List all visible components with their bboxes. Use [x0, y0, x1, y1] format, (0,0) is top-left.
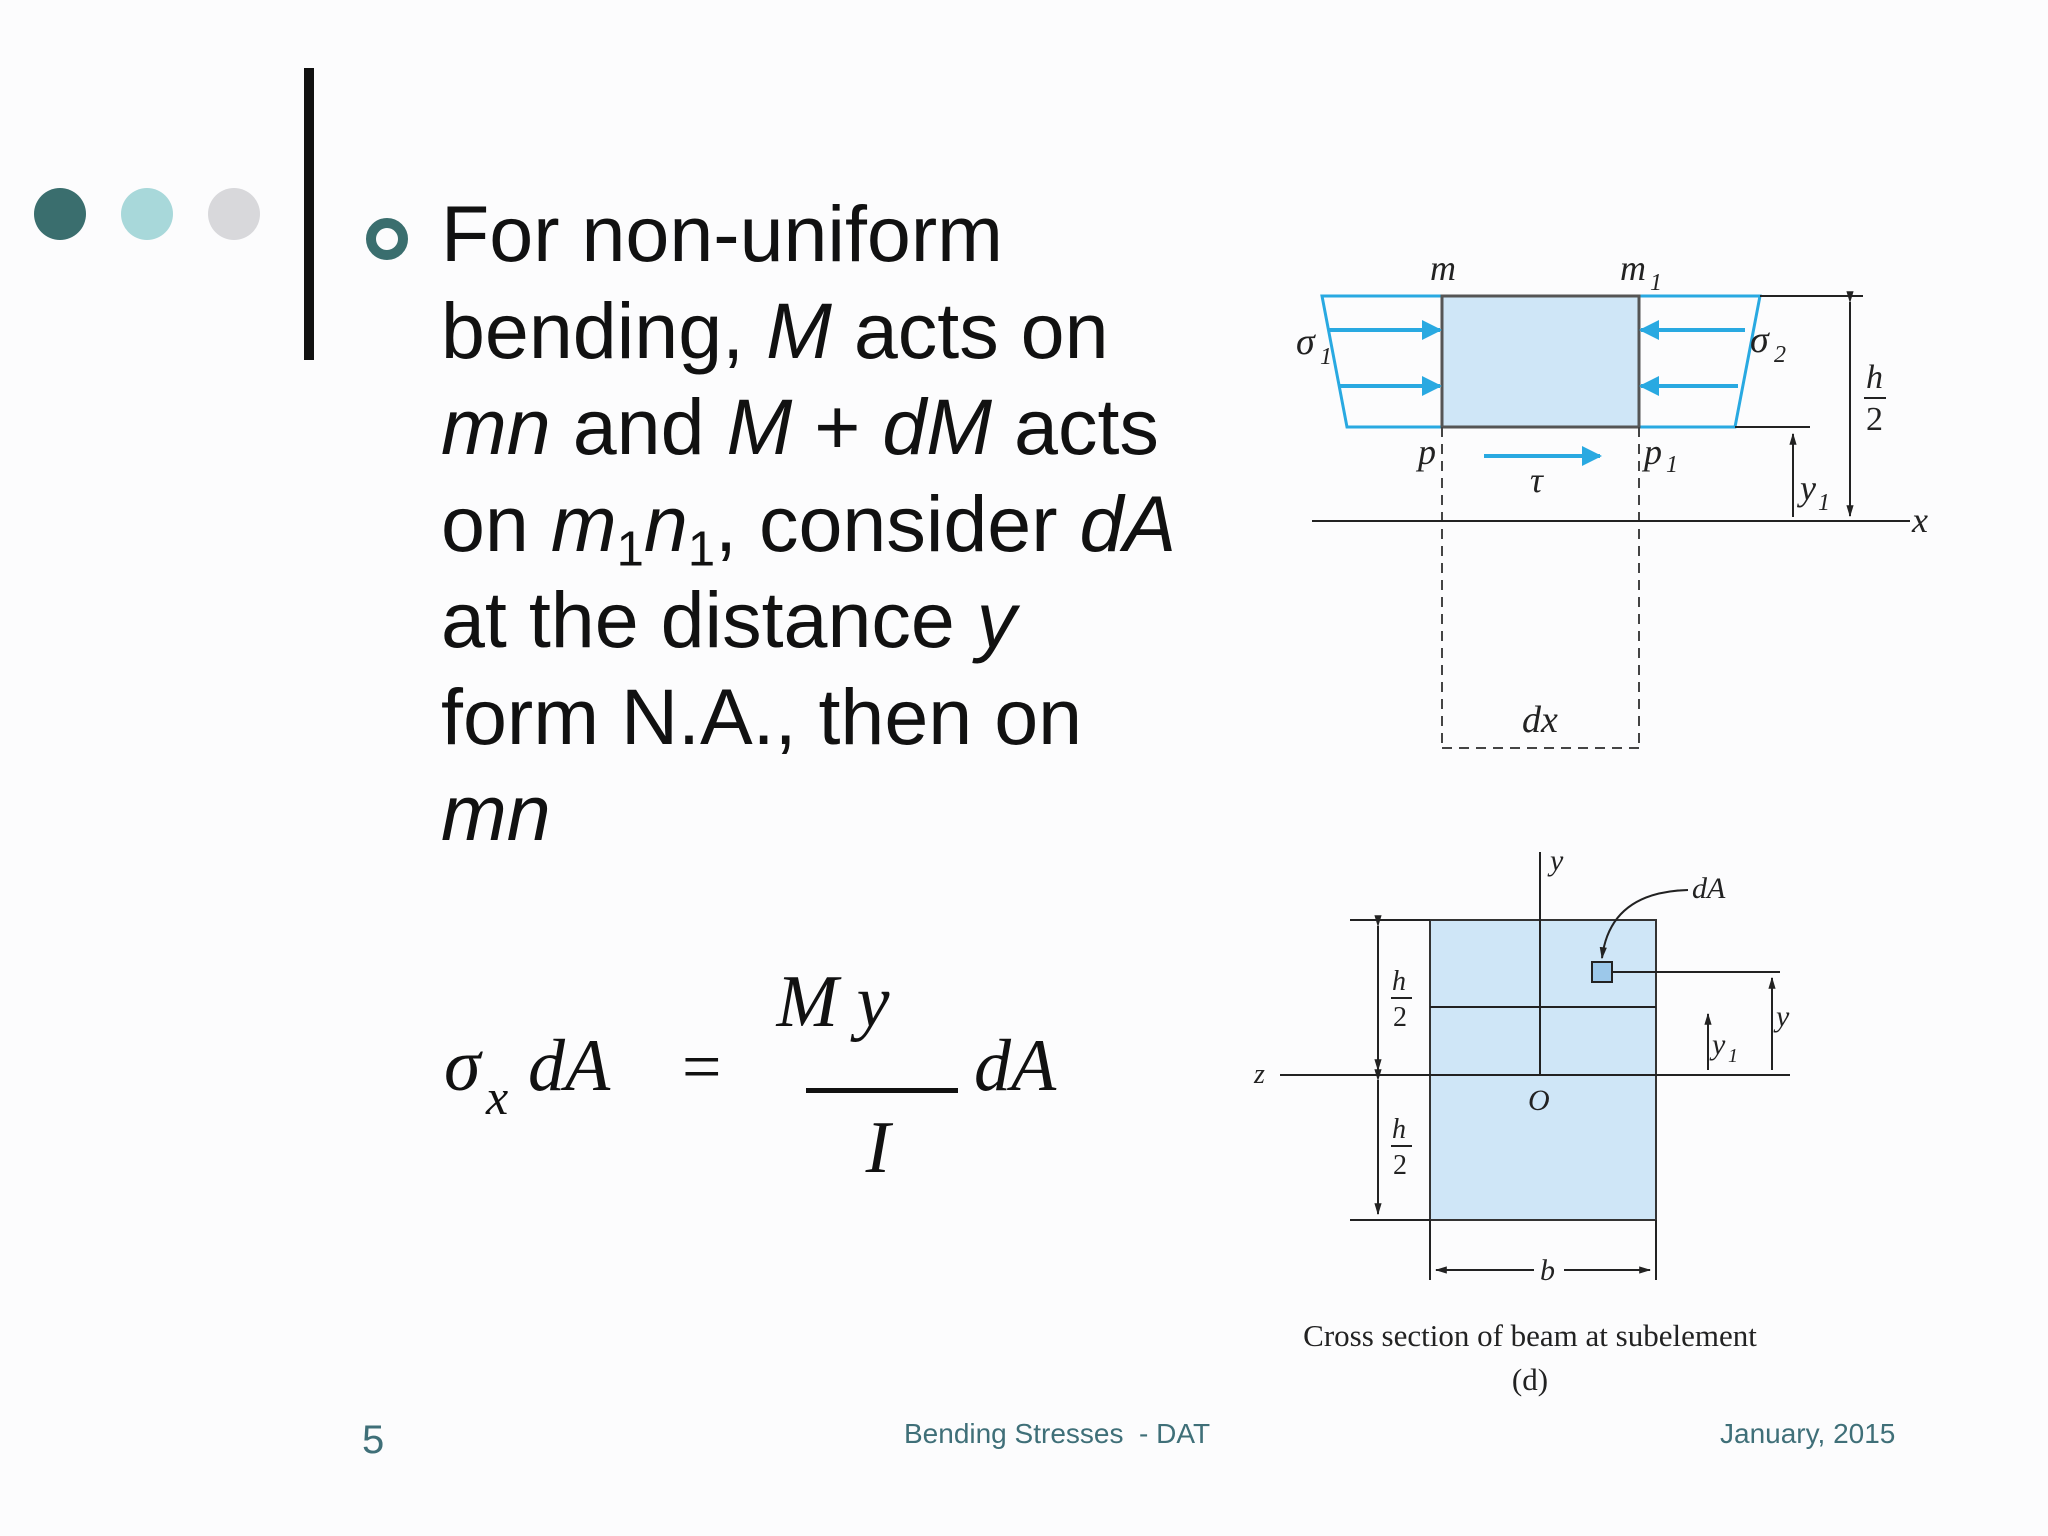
label-z: z — [1254, 1059, 1265, 1090]
label-two: 2 — [1866, 401, 1883, 438]
label-y: y — [1776, 1000, 1790, 1033]
label-m1-sub: 1 — [1650, 270, 1662, 296]
caption-line-1: Cross section of beam at subelement — [1303, 1318, 1757, 1353]
label-y1: y — [1800, 468, 1816, 508]
var-m: m — [550, 478, 617, 568]
eq-sigma: σ — [444, 1025, 481, 1107]
label-two-top: 2 — [1393, 1002, 1407, 1033]
var-mn: mn — [441, 382, 551, 471]
label-m: m — [1430, 248, 1456, 288]
decor-dot-gray — [208, 188, 260, 240]
label-sigma2: σ — [1750, 319, 1769, 361]
eq-equals: = — [682, 1029, 722, 1106]
text-run: on — [441, 478, 551, 568]
decor-dot-dark — [34, 188, 86, 240]
bullet-line-6 — [441, 669, 1221, 766]
label-x: x — [1912, 500, 1928, 540]
figure-caption — [1240, 1314, 1820, 1402]
decor-dot-light — [121, 188, 173, 240]
subscript: 1 — [616, 522, 644, 577]
label-sigma1-sub: 1 — [1320, 344, 1332, 370]
var-dM: dM — [882, 382, 993, 471]
var-n: n — [643, 478, 688, 568]
stress-block-left — [1322, 296, 1442, 427]
text-run: at the distance — [441, 575, 977, 664]
stress-block-right — [1639, 296, 1760, 427]
label-p1-sub: 1 — [1666, 452, 1678, 478]
bullet-line-1 — [441, 186, 1221, 283]
dA-element — [1592, 962, 1612, 982]
eq-dA-right: dA — [974, 1025, 1057, 1107]
label-h: h — [1866, 359, 1883, 396]
eq-dA-left: dA — [528, 1025, 611, 1107]
label-y1: y — [1712, 1028, 1726, 1061]
label-b: b — [1540, 1254, 1555, 1287]
var-M: M — [726, 382, 793, 471]
cross-section-rect — [1430, 920, 1656, 1220]
label-p1: p — [1644, 432, 1662, 472]
text-run: form N.A., then on — [441, 671, 1083, 761]
caption-line-2: (d) — [1511, 1362, 1549, 1397]
eq-numerator: M y — [776, 961, 890, 1043]
text-run: acts on — [831, 285, 1109, 375]
text-run: acts — [992, 382, 1159, 471]
bullet-line-5 — [441, 572, 1221, 669]
bullet-line-7 — [441, 765, 1221, 862]
var-M: M — [766, 285, 832, 375]
text-run: + — [792, 382, 883, 471]
subelement-rect — [1442, 296, 1639, 427]
bullet-line-4 — [441, 476, 1221, 577]
label-dx: dx — [1522, 699, 1558, 741]
text-run: , consider — [715, 478, 1080, 568]
var-y: y — [976, 575, 1017, 664]
label-y-axis: y — [1550, 844, 1564, 877]
title-divider-bar — [304, 68, 314, 360]
text-run: bending, — [441, 285, 767, 375]
eq-fraction-bar — [806, 1088, 958, 1093]
label-y1-sub: 1 — [1818, 490, 1830, 516]
label-h-bottom: h — [1392, 1114, 1406, 1145]
cross-section-diagram — [1250, 830, 1850, 1287]
label-tau: τ — [1530, 460, 1543, 500]
eq-denominator: I — [865, 1107, 891, 1189]
label-sigma1: σ — [1296, 321, 1315, 363]
label-m1: m — [1620, 248, 1646, 288]
label-dA: dA — [1692, 872, 1726, 905]
subscript: 1 — [687, 522, 716, 577]
label-two-bottom: 2 — [1393, 1150, 1407, 1181]
footer-date: January, 2015 — [1720, 1418, 1896, 1449]
label-O: O — [1528, 1084, 1550, 1117]
eq-sigma-sub: x — [486, 1069, 509, 1125]
bullet-line-2 — [441, 283, 1221, 380]
label-sigma2-sub: 2 — [1774, 342, 1786, 368]
page-number: 5 — [362, 1418, 385, 1462]
label-h-top: h — [1392, 966, 1406, 997]
label-p: p — [1418, 432, 1436, 472]
bullet-text — [441, 186, 1221, 862]
var-dA: dA — [1079, 478, 1177, 568]
text-run: and — [550, 382, 727, 471]
bullet-ring-icon — [366, 218, 408, 260]
label-y1-sub: 1 — [1728, 1045, 1738, 1067]
stress-equation — [400, 960, 1100, 1220]
bullet-line-3 — [441, 379, 1221, 476]
text-run: For non-uniform — [441, 189, 1003, 278]
beam-subelement-diagram — [1280, 240, 1960, 770]
var-mn: mn — [441, 768, 551, 857]
footer-title: Bending Stresses - DAT — [904, 1418, 1211, 1449]
